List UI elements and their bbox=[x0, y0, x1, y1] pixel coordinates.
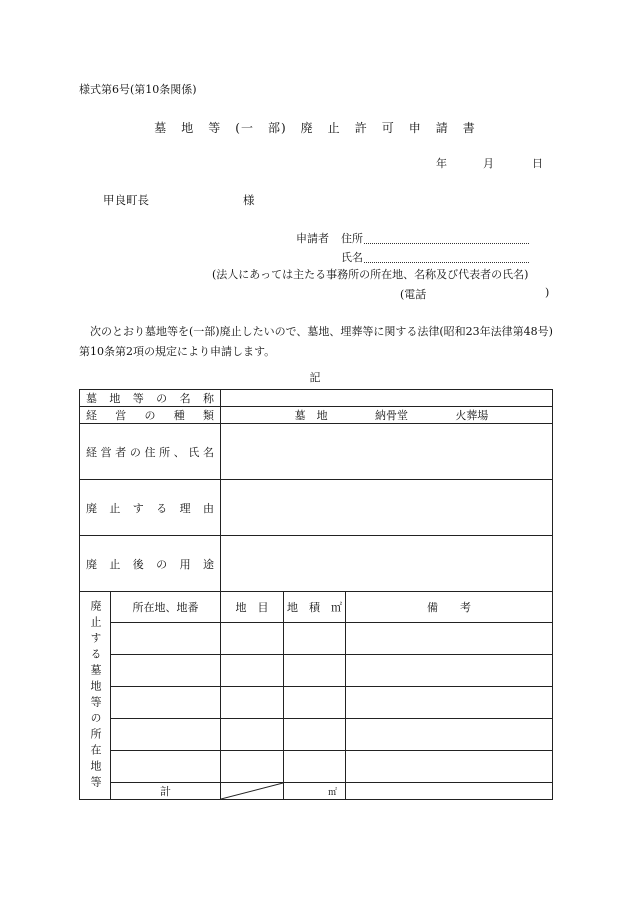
management-type-char: 類 bbox=[203, 409, 214, 422]
area-cell[interactable] bbox=[284, 655, 346, 687]
total-row bbox=[80, 783, 553, 800]
cemetery-name-field[interactable] bbox=[221, 390, 553, 407]
table-row bbox=[80, 687, 553, 719]
table-row bbox=[80, 655, 553, 687]
date-month-label: 月 bbox=[483, 157, 494, 170]
management-type-option[interactable]: 墓 地 bbox=[294, 409, 328, 422]
cemetery-name-char: 名 bbox=[179, 392, 191, 405]
post-use-char: 止 bbox=[109, 557, 121, 571]
post-use-char: の bbox=[156, 557, 168, 571]
location-column-header: 所在地、地番 bbox=[111, 592, 221, 623]
location-cell[interactable] bbox=[111, 655, 221, 687]
area-cell[interactable] bbox=[284, 751, 346, 783]
remarks-cell[interactable] bbox=[346, 751, 553, 783]
address-label: 住所 bbox=[341, 232, 363, 245]
title-char: 許 bbox=[354, 121, 368, 135]
reason-char: す bbox=[132, 501, 144, 515]
ki-heading: 記 bbox=[309, 371, 321, 384]
post-use-char: 途 bbox=[202, 557, 214, 571]
phone-close-paren: ) bbox=[545, 286, 550, 299]
management-type-options[interactable] bbox=[221, 407, 553, 424]
reason-char: る bbox=[156, 501, 168, 515]
manager-field[interactable] bbox=[221, 424, 553, 480]
cemetery-name-char: 称 bbox=[202, 392, 214, 405]
title-char: 部) bbox=[267, 121, 287, 135]
category-cell[interactable] bbox=[221, 751, 284, 783]
area-cell[interactable] bbox=[284, 687, 346, 719]
reason-char: 止 bbox=[109, 501, 121, 515]
title-char: 申 bbox=[408, 121, 422, 135]
category-cell[interactable] bbox=[221, 655, 284, 687]
remarks-cell[interactable] bbox=[346, 719, 553, 751]
manager-char: 名 bbox=[203, 445, 214, 459]
management-type-char: 経 bbox=[86, 409, 97, 422]
corporation-note: (法人にあっては主たる事務所の所在地、名称及び代表者の氏名) bbox=[212, 268, 529, 281]
total-area-cell[interactable]: ㎡ bbox=[284, 783, 346, 800]
address-field[interactable] bbox=[364, 243, 529, 244]
remarks-cell[interactable] bbox=[346, 655, 553, 687]
category-cell[interactable] bbox=[221, 623, 284, 655]
management-type-option[interactable]: 火葬場 bbox=[455, 409, 489, 422]
remarks-column-header: 備 考 bbox=[346, 592, 553, 623]
category-cell[interactable] bbox=[221, 719, 284, 751]
title-char: 墓 bbox=[154, 121, 168, 135]
table-row bbox=[80, 751, 553, 783]
area-cell[interactable] bbox=[284, 623, 346, 655]
name-label: 氏名 bbox=[341, 251, 363, 264]
title-char: 書 bbox=[462, 121, 476, 135]
area-column-header: 地 積 ㎡ bbox=[284, 592, 346, 623]
category-column-header: 地 目 bbox=[221, 592, 284, 623]
location-vertical-label: 廃止する墓地等の所在地等 bbox=[80, 592, 111, 800]
application-table bbox=[79, 389, 553, 800]
management-type-char: 営 bbox=[115, 409, 127, 422]
phone-label: (電話 bbox=[400, 288, 427, 301]
manager-char: 所 bbox=[159, 445, 171, 459]
post-use-label bbox=[80, 536, 221, 592]
post-use-char: 廃 bbox=[86, 557, 97, 571]
applicant-label: 申請者 bbox=[296, 232, 329, 245]
location-cell[interactable] bbox=[111, 623, 221, 655]
manager-label bbox=[80, 424, 221, 480]
addressee: 甲良町長 bbox=[103, 193, 149, 207]
reason-char: 廃 bbox=[86, 501, 97, 515]
total-remarks-cell[interactable] bbox=[346, 783, 553, 800]
manager-char: 住 bbox=[144, 445, 156, 459]
diagonal-line bbox=[221, 783, 283, 799]
cemetery-name-label bbox=[80, 390, 221, 407]
remarks-cell[interactable] bbox=[346, 623, 553, 655]
category-cell[interactable] bbox=[221, 687, 284, 719]
date-year-label: 年 bbox=[436, 157, 447, 170]
reason-field[interactable] bbox=[221, 480, 553, 536]
management-type-char: の bbox=[144, 409, 156, 422]
date-day-label: 日 bbox=[532, 157, 543, 170]
manager-char: 氏 bbox=[188, 445, 200, 459]
location-cell[interactable] bbox=[111, 751, 221, 783]
cemetery-name-char: の bbox=[156, 392, 168, 405]
title-char: 地 bbox=[181, 121, 195, 135]
title-char: 止 bbox=[327, 121, 341, 135]
cemetery-name-char: 等 bbox=[132, 392, 144, 405]
manager-char: 者 bbox=[115, 445, 127, 459]
reason-char: 由 bbox=[202, 501, 214, 515]
reason-label bbox=[80, 480, 221, 536]
cemetery-name-char: 地 bbox=[109, 392, 121, 405]
management-type-label bbox=[80, 407, 221, 424]
title-char: 廃 bbox=[300, 121, 314, 135]
addressee-suffix: 様 bbox=[243, 193, 255, 207]
form-number: 様式第6号(第10条関係) bbox=[79, 83, 197, 96]
post-use-field[interactable] bbox=[221, 536, 553, 592]
application-statement: 次のとおり墓地等を(一部)廃止したいので、墓地、埋葬等に関する法律(昭和23年法律第48号)第10条第2項の規定により申請します。 bbox=[79, 325, 553, 358]
name-field[interactable] bbox=[364, 262, 529, 263]
management-type-char: 種 bbox=[173, 409, 185, 422]
total-category-blank bbox=[221, 783, 284, 800]
title-char: 等 bbox=[208, 121, 222, 135]
cemetery-name-char: 墓 bbox=[86, 392, 97, 405]
document-title bbox=[0, 119, 630, 136]
post-use-char: 後 bbox=[132, 557, 144, 571]
post-use-char: 用 bbox=[179, 557, 191, 571]
manager-char: 、 bbox=[173, 445, 185, 459]
reason-char: 理 bbox=[179, 501, 191, 515]
management-type-option[interactable]: 納骨堂 bbox=[374, 409, 408, 422]
title-char: 可 bbox=[381, 121, 395, 135]
manager-char: 営 bbox=[100, 445, 112, 459]
total-label: 計 bbox=[111, 783, 221, 800]
remarks-cell[interactable] bbox=[346, 687, 553, 719]
location-cell[interactable] bbox=[111, 719, 221, 751]
location-cell[interactable] bbox=[111, 687, 221, 719]
area-cell[interactable] bbox=[284, 719, 346, 751]
table-row bbox=[80, 623, 553, 655]
manager-char: 経 bbox=[86, 445, 97, 459]
title-char: 請 bbox=[435, 121, 449, 135]
title-char: (一 bbox=[235, 121, 254, 135]
table-row bbox=[80, 719, 553, 751]
manager-char: の bbox=[129, 445, 141, 459]
